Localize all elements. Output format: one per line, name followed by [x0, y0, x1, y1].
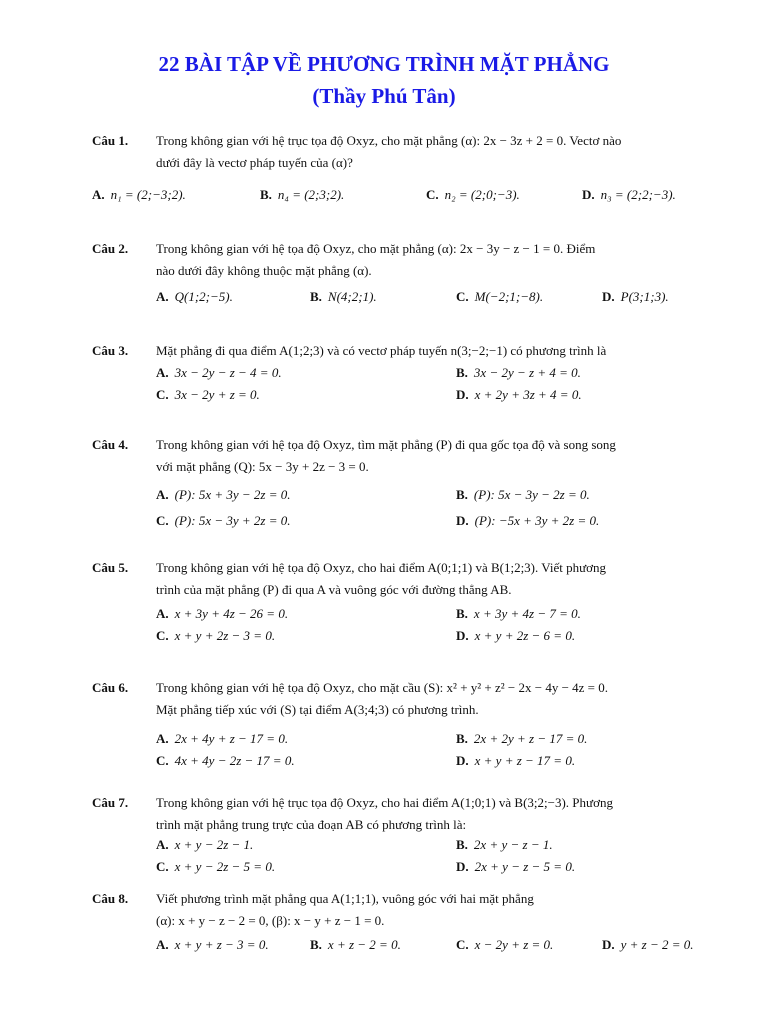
option-a: A. 2x + 4y + z − 17 = 0.	[156, 731, 289, 746]
question-stem	[156, 557, 712, 601]
stem-line: dưới đây là vectơ pháp tuyến của (α)?	[156, 155, 353, 170]
option-c: C. x − 2y + z = 0.	[456, 937, 554, 952]
option-a: A. x + y + z − 3 = 0.	[156, 937, 269, 952]
option-c: C. M(−2;1;−8).	[456, 289, 544, 304]
stem-line: trình của mặt phẳng (P) đi qua A và vuông góc với đường thẳng AB.	[156, 582, 512, 597]
stem-line: trình mặt phẳng trung trực của đoạn AB có phương trình là:	[156, 817, 467, 832]
question-number: Câu 3.	[92, 343, 129, 358]
question-stem	[156, 677, 712, 721]
stem-line: Mặt phẳng tiếp xúc với (S) tại điểm A(3;4;3) có phương trình.	[156, 702, 479, 717]
stem-line: Trong không gian với hệ trục tọa độ Oxyz, cho hai điểm A(1;0;1) và B(3;2;−3). Phương	[156, 795, 613, 810]
option-b: B. N(4;2;1).	[310, 289, 377, 304]
question-number: Câu 4.	[92, 437, 129, 452]
option-c: C. (P): 5x − 3y + 2z = 0.	[156, 513, 291, 528]
question-number: Câu 7.	[92, 795, 129, 810]
question-number: Câu 5.	[92, 560, 129, 575]
option-a: A. n₁ = (2;−3;2).	[92, 187, 186, 202]
stem-line: Trong không gian với hệ tọa độ Oxyz, cho mặt cầu (S): x² + y² + z² − 2x − 4y − 4z = 0.	[156, 680, 609, 695]
option-a: A. Q(1;2;−5).	[156, 289, 233, 304]
stem-line: Trong không gian với hệ trục tọa độ Oxyz, cho mặt phẳng (α): 2x − 3z + 2 = 0. Vectơ nào	[156, 133, 622, 148]
stem-line: nào dưới đây không thuộc mặt phẳng (α).	[156, 263, 372, 278]
stem-line: Trong không gian với hệ tọa độ Oxyz, cho hai điểm A(0;1;1) và B(1;2;3). Viết phương	[156, 560, 607, 575]
option-d: D. y + z − 2 = 0.	[602, 937, 694, 952]
page-subtitle: (Thầy Phú Tân)	[312, 84, 456, 108]
stem-line: Trong không gian với hệ tọa độ Oxyz, cho mặt phẳng (α): 2x − 3y − z − 1 = 0. Điểm	[156, 241, 596, 256]
option-a: A. (P): 5x + 3y − 2z = 0.	[156, 487, 291, 502]
question-number: Câu 6.	[92, 680, 129, 695]
stem-line: Mặt phẳng đi qua điểm A(1;2;3) và có vectơ pháp tuyến n(3;−2;−1) có phương trình là	[156, 343, 607, 358]
question-stem	[156, 434, 712, 478]
page-title: 22 BÀI TẬP VỀ PHƯƠNG TRÌNH MẶT PHẲNG	[158, 52, 610, 76]
option-c: C. x + y − 2z − 5 = 0.	[156, 859, 276, 874]
option-a: A. x + y − 2z − 1.	[156, 837, 254, 852]
stem-line: Trong không gian với hệ tọa độ Oxyz, tìm mặt phẳng (P) đi qua gốc tọa độ và song song	[156, 437, 616, 452]
option-c: C. 3x − 2y + z = 0.	[156, 387, 260, 402]
option-d: D. P(3;1;3).	[602, 289, 669, 304]
option-b: B. n₄ = (2;3;2).	[260, 187, 345, 202]
question-stem	[156, 792, 712, 836]
option-d: D. x + y + z − 17 = 0.	[456, 753, 576, 768]
question-stem	[156, 238, 712, 282]
question-stem	[156, 130, 712, 174]
question-stem	[156, 888, 712, 932]
option-a: A. 3x − 2y − z − 4 = 0.	[156, 365, 282, 380]
option-b: B. 3x − 2y − z + 4 = 0.	[456, 365, 581, 380]
option-d: D. x + y + 2z − 6 = 0.	[456, 628, 576, 643]
option-c: C. x + y + 2z − 3 = 0.	[156, 628, 276, 643]
stem-line: Viết phương trình mặt phẳng qua A(1;1;1), vuông góc với hai mặt phẳng	[156, 891, 534, 906]
option-d: D. 2x + y − z − 5 = 0.	[456, 859, 576, 874]
option-b: B. x + z − 2 = 0.	[310, 937, 401, 952]
question-number: Câu 8.	[92, 891, 129, 906]
option-d: D. n₃ = (2;2;−3).	[582, 187, 676, 202]
option-b: B. 2x + y − z − 1.	[456, 837, 553, 852]
question-number: Câu 2.	[92, 241, 129, 256]
option-d: D. (P): −5x + 3y + 2z = 0.	[456, 513, 600, 528]
option-d: D. x + 2y + 3z + 4 = 0.	[456, 387, 582, 402]
option-b: B. x + 3y + 4z − 7 = 0.	[456, 606, 581, 621]
stem-line: với mặt phẳng (Q): 5x − 3y + 2z − 3 = 0.	[156, 459, 369, 474]
option-b: B. (P): 5x − 3y − 2z = 0.	[456, 487, 590, 502]
question-number: Câu 1.	[92, 133, 129, 148]
stem-line: (α): x + y − z − 2 = 0, (β): x − y + z − 1 = 0.	[156, 913, 385, 928]
option-a: A. x + 3y + 4z − 26 = 0.	[156, 606, 289, 621]
option-b: B. 2x + 2y + z − 17 = 0.	[456, 731, 588, 746]
question-stem	[156, 340, 712, 362]
option-c: C. 4x + 4y − 2z − 17 = 0.	[156, 753, 295, 768]
option-c: C. n₂ = (2;0;−3).	[426, 187, 520, 202]
